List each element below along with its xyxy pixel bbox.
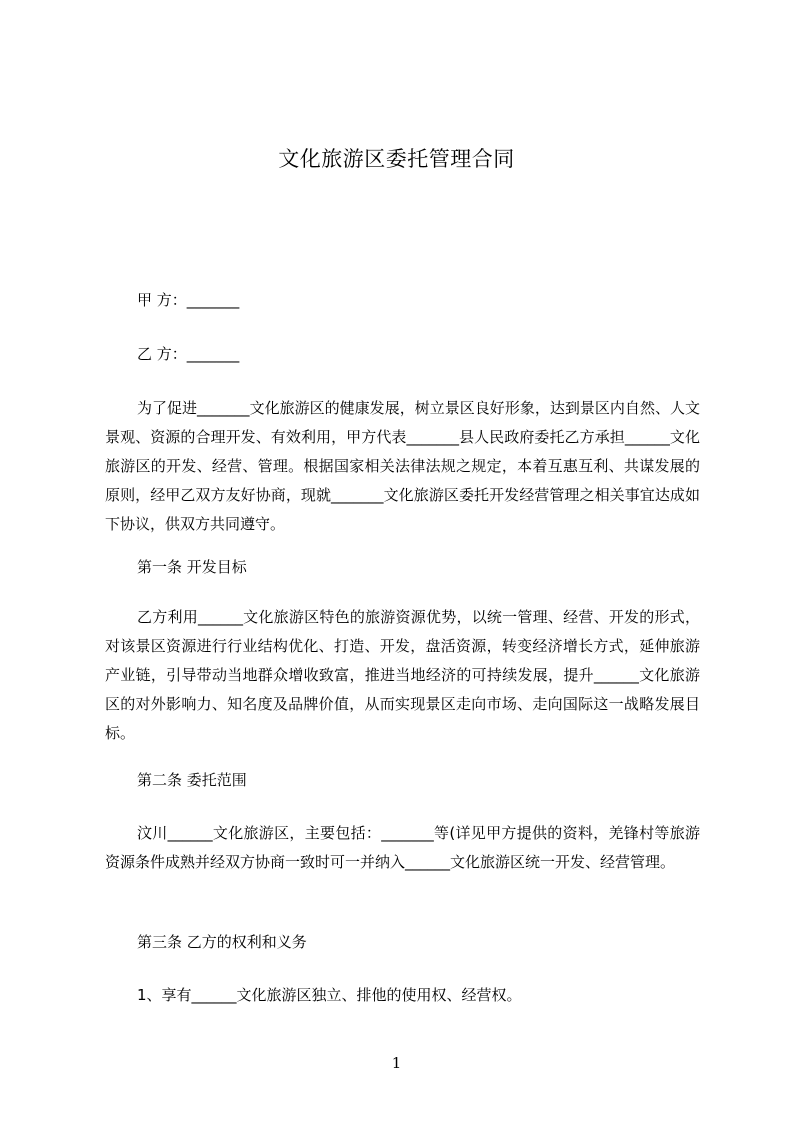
- document-title: 文化旅游区委托管理合同: [278, 147, 515, 171]
- article-1-body: 乙方利用______文化旅游区特色的旅游资源优势，以统一管理、经营、开发的形式，对该景区资源进行行业结构优化、打造、开发，盘活资源，转变经济增长方式，延伸旅游产业链，引导带动当地群众增收致富，推进当地经济的可持续发展，提升______文化旅游区的对外影响力、知名度及品牌价值，从而实现景区走向市场、走向国际这一战略发展目标。: [105, 608, 700, 742]
- intro-paragraph: 为了促进_______文化旅游区的健康发展，树立景区良好形象，达到景区内自然、人文景观、资源的合理开发、有效利用，甲方代表_______县人民政府委托乙方承担______文化旅游区的开发、经营、管理。根据国家相关法律法规之规定，本着互惠互利、共谋发展的原则，经甲乙双方友好协商，现就_______文化旅游区委托开发经营管理之相关事宜达成如下协议，供双方共同遵守。: [105, 399, 700, 533]
- page-number: 1: [391, 1054, 402, 1072]
- party-a-line: 甲 方：_______: [137, 291, 240, 309]
- article-2-heading: 第二条 委托范围: [137, 771, 247, 789]
- party-b-line: 乙 方：_______: [137, 345, 240, 363]
- article-3-item-1: 1、享有______文化旅游区独立、排他的使用权、经营权。: [137, 986, 522, 1004]
- article-2-body: 汶川______文化旅游区，主要包括：_______等(详见甲方提供的资料，羌锋村等旅游资源条件成熟并经双方协商一致时可一并纳入______文化旅游区统一开发、经营管理。: [105, 824, 700, 871]
- article-1-heading: 第一条 开发目标: [137, 558, 247, 576]
- article-3-heading: 第三条 乙方的权利和义务: [137, 933, 307, 951]
